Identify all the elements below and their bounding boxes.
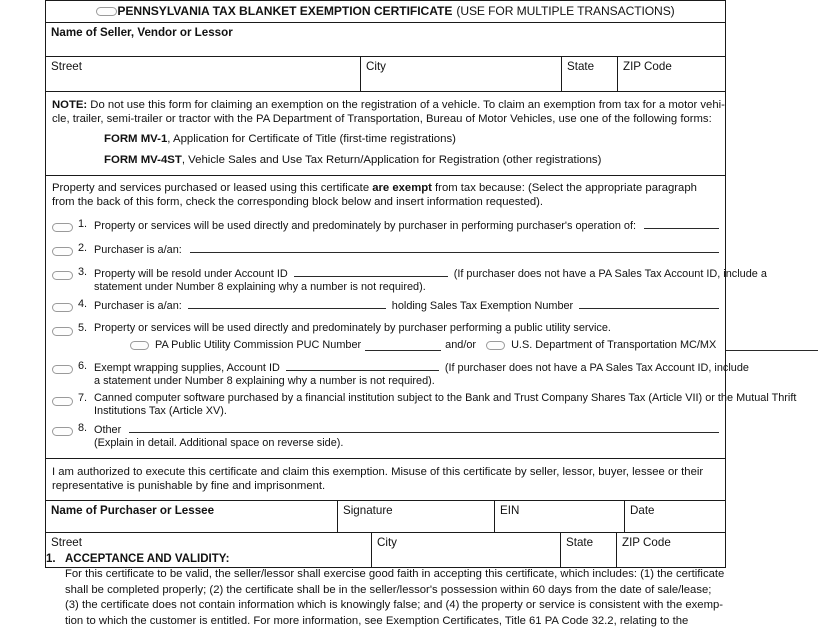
item-5-checkbox-wrap xyxy=(52,322,78,338)
seller-zip-label: ZIP Code xyxy=(623,60,672,73)
purchaser-date-label: Date xyxy=(630,503,655,517)
purchaser-ein-label: EIN xyxy=(500,503,520,517)
item-6-account-id-line[interactable] xyxy=(286,360,439,371)
item-8-text: Other xyxy=(94,423,122,436)
intro-line-1 xyxy=(52,182,719,196)
purchaser-date-field[interactable] xyxy=(624,501,725,532)
item-5-checkbox[interactable] xyxy=(52,327,73,336)
item-6-sub: a statement under Number 8 explaining why a number is not required). xyxy=(94,374,435,387)
item-8-row xyxy=(94,422,719,437)
purchaser-ein-field[interactable] xyxy=(494,501,624,532)
item-6-row xyxy=(94,360,749,375)
usdot-number-input-line[interactable] xyxy=(726,340,818,351)
item-2-input-line[interactable] xyxy=(190,242,719,253)
seller-name-label: Name of Seller, Vendor or Lessor xyxy=(51,26,233,39)
purchaser-signature-row xyxy=(45,501,726,533)
item-5-number: 5. xyxy=(78,321,88,334)
authorization-line-2: representative is punishable by fine and imprisonment. xyxy=(52,479,326,492)
purchaser-zip-label: ZIP Code xyxy=(622,535,671,549)
purchaser-street-label: Street xyxy=(51,535,82,549)
intro-bold: are exempt xyxy=(372,182,432,195)
exemption-item-3 xyxy=(52,265,767,294)
seller-state-field[interactable] xyxy=(561,57,617,91)
item-5-subrow xyxy=(94,339,818,352)
seller-zip-field[interactable] xyxy=(617,57,725,91)
exemption-item-7 xyxy=(52,391,797,418)
note-line-1 xyxy=(52,99,725,113)
item-6-number: 6. xyxy=(78,359,88,372)
item-4-text: Purchaser is a/an: xyxy=(94,299,182,312)
footer-line-2: shall be completed properly; (2) the certificate shall be in the seller/lessor's possession within 60 days from the date of sale/lease; xyxy=(65,583,712,596)
item-8-checkbox-wrap xyxy=(52,422,78,438)
vehicle-note-block xyxy=(45,92,726,176)
seller-street-label: Street xyxy=(51,60,82,73)
note-prefix: NOTE: xyxy=(52,99,88,111)
item-7-text: Canned computer software purchased by a financial institution subject to the Bank and Trust Company Shares Tax (Article VII) or the Mutual Thrift xyxy=(94,391,797,404)
and-or-label: and/or xyxy=(445,338,477,351)
seller-state-label: State xyxy=(567,60,595,73)
exemption-certificate-form xyxy=(45,0,797,568)
exemption-item-2 xyxy=(52,242,719,258)
item-7-body xyxy=(94,392,796,418)
seller-name-field[interactable] xyxy=(45,23,726,57)
puc-number-input-line[interactable] xyxy=(365,340,441,351)
form-title-subtitle: (USE FOR MULTIPLE TRANSACTIONS) xyxy=(456,4,675,18)
item-1-text: Property or services will be used directly and predominately by purchaser in performing purchaser's operation of: xyxy=(94,219,637,232)
form-mv1-name: FORM MV-1 xyxy=(104,133,168,146)
item-3-number: 3. xyxy=(78,265,88,278)
footer-heading: ACCEPTANCE AND VALIDITY: xyxy=(65,553,230,565)
intro-text-1: Property and services purchased or leased using this certificate xyxy=(52,182,373,195)
acceptance-validity-section xyxy=(45,552,726,629)
item-3-body xyxy=(94,266,767,294)
item-5-text: Property or services will be used directly and predominately by purchaser performing a public utility service. xyxy=(94,321,611,334)
usdot-checkbox[interactable] xyxy=(486,341,505,350)
footer-line-1: For this certificate to be valid, the seller/lessor shall exercise good faith in accepting this certificate, which includes: (1) the certificate xyxy=(65,568,725,581)
blanket-exemption-checkbox[interactable] xyxy=(96,7,117,16)
item-1-checkbox[interactable] xyxy=(52,223,73,232)
item-6-after: (If purchaser does not have a PA Sales Tax Account ID, include xyxy=(444,361,749,374)
item-6-body xyxy=(94,360,749,388)
form-mv1-line xyxy=(52,133,719,147)
note-text-1: Do not use this form for claiming an exemption on the registration of a vehicle. To claim an exemption from tax for a motor vehi- xyxy=(87,99,725,111)
form-title-bar xyxy=(45,0,726,23)
note-line-2: cle, trailer, semi-trailer or tractor with the PA Department of Transportation, Bureau of Motor Vehicles, use one of the following forms: xyxy=(52,112,712,125)
intro-text-2: from tax because: (Select the appropriate paragraph xyxy=(431,182,697,195)
item-4-entity-line[interactable] xyxy=(188,298,386,309)
item-8-body xyxy=(94,422,719,450)
form-mv1-desc: , Application for Certificate of Title (first-time registrations) xyxy=(167,133,456,146)
usdot-label: U.S. Department of Transportation MC/MX xyxy=(511,338,717,351)
item-7-checkbox-wrap xyxy=(52,392,78,408)
item-3-checkbox[interactable] xyxy=(52,271,73,280)
authorization-line-1: I am authorized to execute this certificate and claim this exemption. Misuse of this certificate by seller, lessor, buyer, lessee or their xyxy=(52,465,704,478)
item-7-sub: Institutions Tax (Article XV). xyxy=(94,404,227,417)
seller-address-row xyxy=(45,57,726,92)
item-4-checkbox[interactable] xyxy=(52,303,73,312)
item-6-text: Exempt wrapping supplies, Account ID xyxy=(94,361,280,374)
item-7-number: 7. xyxy=(78,391,88,404)
item-8-number: 8. xyxy=(78,421,88,434)
item-2-checkbox-wrap xyxy=(52,242,78,258)
item-1-body xyxy=(94,218,719,233)
intro-line-2: from the back of this form, check the corresponding block below and insert information requested). xyxy=(52,196,544,209)
form-mv4st-name: FORM MV-4ST xyxy=(104,153,182,166)
item-6-checkbox-wrap xyxy=(52,360,78,376)
purchaser-state-label: State xyxy=(566,535,594,549)
item-2-checkbox[interactable] xyxy=(52,247,73,256)
item-4-number: 4. xyxy=(78,297,88,310)
item-4-mid: holding Sales Tax Exemption Number xyxy=(391,299,574,312)
item-2-text: Purchaser is a/an: xyxy=(94,243,182,256)
item-1-number: 1. xyxy=(78,217,88,230)
form-mv4st-line xyxy=(52,154,719,168)
form-title: PENNSYLVANIA TAX BLANKET EXEMPTION CERTIFICATE xyxy=(117,4,453,18)
exemption-item-1 xyxy=(52,218,719,234)
item-4-row xyxy=(94,298,719,313)
exemption-item-5 xyxy=(52,322,719,352)
exemption-item-8 xyxy=(52,422,719,450)
form-mv4st-desc: , Vehicle Sales and Use Tax Return/Application for Registration (other registrations) xyxy=(181,153,602,166)
purchaser-signature-field[interactable] xyxy=(337,501,494,532)
item-8-checkbox[interactable] xyxy=(52,427,73,436)
item-1-checkbox-wrap xyxy=(52,218,78,234)
item-4-checkbox-wrap xyxy=(52,298,78,314)
item-4-exemption-number-line[interactable] xyxy=(579,298,719,309)
seller-street-field[interactable] xyxy=(46,57,360,91)
seller-city-field[interactable] xyxy=(360,57,561,91)
item-5-body xyxy=(94,322,818,352)
item-7-row xyxy=(94,392,796,405)
item-2-row xyxy=(94,242,719,257)
item-2-number: 2. xyxy=(78,241,88,254)
item-3-text: Property will be resold under Account ID xyxy=(94,267,288,280)
item-1-row xyxy=(94,218,719,233)
item-3-sub: statement under Number 8 explaining why a number is not required). xyxy=(94,280,426,293)
purchaser-signature-label: Signature xyxy=(343,503,393,517)
item-8-sub: (Explain in detail. Additional space on reverse side). xyxy=(94,436,344,449)
item-3-checkbox-wrap xyxy=(52,266,78,282)
purchaser-city-label: City xyxy=(377,535,397,549)
item-1-input-line[interactable] xyxy=(644,218,719,229)
purchaser-name-label: Name of Purchaser or Lessee xyxy=(51,503,215,517)
item-3-row xyxy=(94,266,767,281)
puc-label: PA Public Utility Commission PUC Number xyxy=(155,338,362,351)
item-7-checkbox[interactable] xyxy=(52,397,73,406)
footer-line-4-clipped: tion to which the customer is entitled. For more information, see Exemption Certificates, Title 61 PA Code 32.2, relating to the xyxy=(65,614,689,627)
item-3-after: (If purchaser does not have a PA Sales Tax Account ID, include a xyxy=(453,267,767,280)
exemption-item-4 xyxy=(52,298,719,314)
item-3-account-id-line[interactable] xyxy=(294,266,448,277)
footer-heading-row xyxy=(45,552,726,567)
item-6-checkbox[interactable] xyxy=(52,365,73,374)
footer-paragraph xyxy=(45,567,726,629)
item-4-body xyxy=(94,298,719,313)
puc-number-checkbox[interactable] xyxy=(130,341,149,350)
exemption-reasons-block xyxy=(45,176,797,459)
footer-number: 1. xyxy=(46,553,56,565)
footer-line-3: (3) the certificate does not contain information which is knowingly false; and (4) the property or service is consistent with the exemp- xyxy=(65,599,724,612)
item-5-row xyxy=(94,322,818,335)
item-8-other-line[interactable] xyxy=(129,422,719,433)
item-2-body xyxy=(94,242,719,257)
purchaser-name-field[interactable] xyxy=(46,501,337,532)
authorization-block xyxy=(45,459,726,501)
seller-city-label: City xyxy=(366,60,386,73)
exemption-item-6 xyxy=(52,359,749,388)
